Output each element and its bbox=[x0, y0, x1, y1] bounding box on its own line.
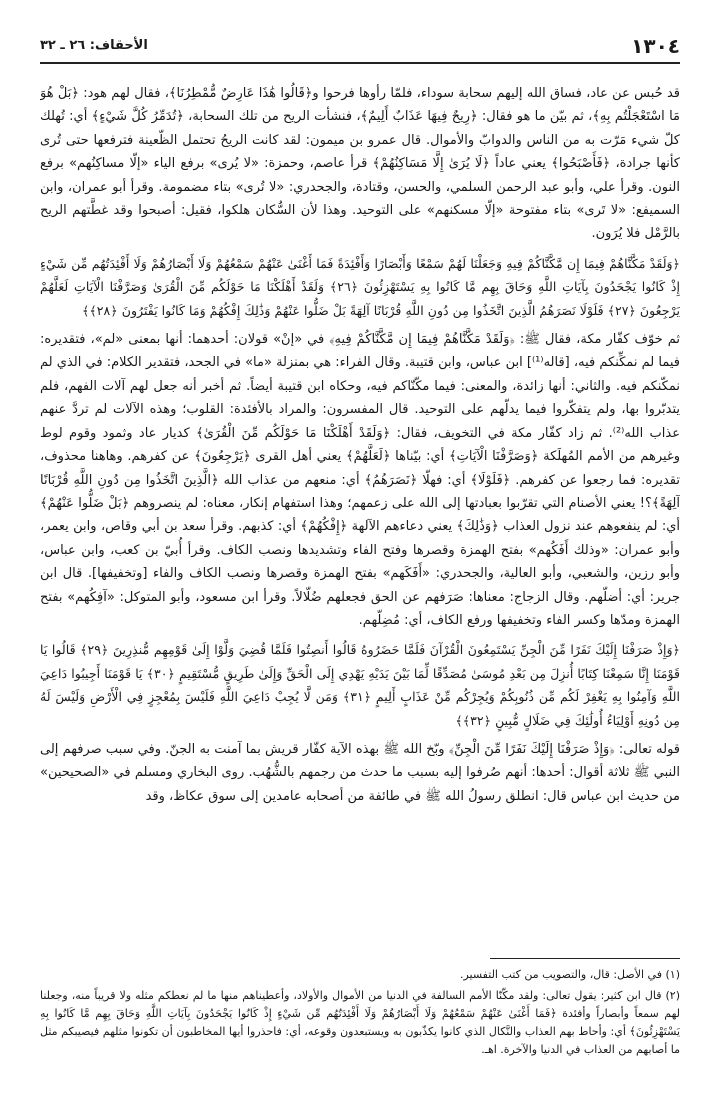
book-page bbox=[40, 0, 680, 1107]
page-number: ١٣٠٤ bbox=[631, 34, 680, 58]
quran-verse-block: ﴿وَلَقَدْ مَكَّنَّاهُمْ فِيمَا إِن مَّكَّنَّاكُمْ فِيهِ وَجَعَلْنَا لَهُمْ سَمْعًا وَأَبْصَارًا وَأَفْئِدَةً فَمَا أَغْنَىٰ عَنْهُمْ سَمْعُهُمْ وَلَا أَبْصَارُهُمْ وَلَا أَفْئِدَتُهُم مِّن شَيْءٍ إِذْ كَانُوا يَجْحَدُونَ بِآيَاتِ اللَّهِ وَحَاقَ بِهِم مَّا كَانُوا بِهِ يَسْتَهْزِئُونَ ﴿٢٦﴾ وَلَقَدْ أَهْلَكْنَا مَا حَوْلَكُم مِّنَ الْقُرَىٰ وَصَرَّفْنَا الْآيَاتِ لَعَلَّهُمْ يَرْجِعُونَ ﴿٢٧﴾ فَلَوْلَا نَصَرَهُمُ الَّذِينَ اتَّخَذُوا مِن دُونِ اللَّهِ قُرْبَانًا آلِهَةً بَلْ ضَلُّوا عَنْهُمْ وَذَٰلِكَ إِفْكُهُمْ وَمَا كَانُوا يَفْتَرُونَ ﴿٢٨﴾﴾ bbox=[40, 255, 680, 318]
body-text bbox=[40, 82, 680, 952]
footnote: (٢) قال ابن كثير: يقول تعالى: ولقد مكّنّا الأمم السالفة في الدنيا من الأموال والأولاد، وأعطيناهم منها ما لم نعطكم مثله ولا قريباً منه، وجعلنا لهم سمعاً وأبصاراً وأفئدة ﴿فَمَا أَغْنَىٰ عَنْهُمْ سَمْعُهُمْ وَلَا أَبْصَارُهُمْ وَلَا أَفْئِدَتُهُم مِّن شَيْءٍ إِذْ كَانُوا يَجْحَدُونَ بِآيَاتِ اللَّهِ وَحَاقَ بِهِم مَّا كَانُوا بِهِ يَسْتَهْزِئُونَ﴾ أي: وأحاط بهم العذاب والنَّكال الذي كانوا يكذّبون به ويستبعدون وقوعه، أي: فاحذروا أيها المخاطبون أن تكونوا مثلهم فيصيبكم مثل ما أصابهم من العذاب في الدنيا والآخرة. اهـ. bbox=[40, 989, 680, 1056]
quran-verse-block: ﴿وَإِذْ صَرَفْنَا إِلَيْكَ نَفَرًا مِّنَ الْجِنِّ يَسْتَمِعُونَ الْقُرْآنَ فَلَمَّا حَضَرُوهُ قَالُوا أَنصِتُوا فَلَمَّا قُضِيَ وَلَّوْا إِلَىٰ قَوْمِهِم مُّنذِرِينَ ﴿٢٩﴾ قَالُوا يَا قَوْمَنَا إِنَّا سَمِعْنَا كِتَابًا أُنزِلَ مِن بَعْدِ مُوسَىٰ مُصَدِّقًا لِّمَا بَيْنَ يَدَيْهِ يَهْدِي إِلَى الْحَقِّ وَإِلَىٰ طَرِيقٍ مُّسْتَقِيمٍ ﴿٣٠﴾ يَا قَوْمَنَا أَجِيبُوا دَاعِيَ اللَّهِ وَآمِنُوا بِهِ يَغْفِرْ لَكُم مِّن ذُنُوبِكُمْ وَيُجِرْكُم مِّنْ عَذَابٍ أَلِيمٍ ﴿٣١﴾ وَمَن لَّا يُجِبْ دَاعِيَ اللَّهِ فَلَيْسَ بِمُعْجِزٍ فِي الْأَرْضِ وَلَيْسَ لَهُ مِن دُونِهِ أَوْلِيَاءُ أُولَٰئِكَ فِي ضَلَالٍ مُّبِينٍ ﴿٣٢﴾﴾ bbox=[40, 642, 680, 728]
footnotes bbox=[40, 966, 680, 1062]
paragraph: ثم خوّف كفّار مكة، فقال ﷺ: ﴿وَلَقَدْ مَكَّنَّاهُمْ فِيمَا إِن مَّكَّنَّاكُمْ فِيهِ﴾ في «إنْ» قولان: أحدهما: أنها بمعنى «لم»، فتقديره: فيما لم نمكِّنكم فيه، [قاله⁽¹⁾] ابن عباس، وابن قتيبة. وقال الفراء: هي بمنزلة «ما» في الجحد، فتقدير الكلام: في الذي لم نمكّنكم فيه. والثاني: أنها زائدة، والمعنى: فيما مكّنّاكم فيه، وحكاه ابن قتيبة أيضاً. ثم أخبر أنه جعل لهم آلات الفهم، فلم يتدبّروا بها، ولم يتفكّروا فيما يدلّهم على التوحيد. قال المفسرون: والمراد بالأفئدة: القلوب؛ وهذه الآلات لم تردَّ عنهم عذاب الله⁽²⁾. ثم زاد كفّار مكة في التخويف، فقال: ﴿وَلَقَدْ أَهْلَكْنَا مَا حَوْلَكُم مِّنَ الْقُرَىٰ﴾ كديار عاد وثمود وقوم لوط وغيرهم من الأمم المُهلَكة ﴿وَصَرَّفْنَا الْآيَاتِ﴾ أي: بيّناها ﴿لَعَلَّهُمْ﴾ يعني أهل القرى ﴿يَرْجِعُونَ﴾ عن كفرهم. وهاهنا محذوف، تقديره: فما رجعوا عن كفرهم. ﴿فَلَوْلَا﴾ أي: فهلّا ﴿نَصَرَهُمُ﴾ أي: منعهم من عذاب الله ﴿الَّذِينَ اتَّخَذُوا مِن دُونِ اللَّهِ قُرْبَانًا آلِهَةً﴾؟! يعني الأصنام التي تقرّبوا بعبادتها إلى الله على زعمهم؛ وهذا استفهام إنكار، معناه: لم ينصروهم ﴿بَلْ ضَلُّوا عَنْهُمْ﴾ أي: لم ينفعوهم عند نزول العذاب ﴿وَذَٰلِكَ﴾ يعني دعاءهم الآلهة ﴿إِفْكُهُمْ﴾ أي: كذبهم. وقرأ سعد بن أبي وقاص، وابن يعمر، وأبو عمران: «وذلك أَفَكُهم» بفتح الهمزة وقصرها وفتح الفاء وتشديدها ونصب الكاف. وقرأ أُبيّ بن كعب، وابن عباس، وأبو رزين، والشعبي، وأبو العالية، والجحدري: «أَفَكَهم» بفتح الهمزة وقصرها ونصب الكاف والفاء [وتخفيفها]. قال ابن جرير: أي: أضلّهم. وقال الزجاج: معناها: صَرَفهم عن الحق فجعلهم ضُلّالاً. وقرأ ابن مسعود، وأبو المتوكل: «آفِكُهم» بفتح الهمزة ومدّها وكسر الفاء وتخفيفها ورفع الكاف، أي: مُضِلّهم. bbox=[40, 332, 680, 628]
running-title: الأحقاف: ٢٦ ـ ٣٢ bbox=[40, 38, 148, 53]
paragraph: قوله تعالى: ﴿وَإِذْ صَرَفْنَا إِلَيْكَ نَفَرًا مِّنَ الْجِنِّ﴾ وبّخ الله ﷺ بهذه الآية كفّار قريش بما آمنت به الجنّ. وفي سبب صرفهم إلى النبي ﷺ ثلاثة أقوال: أحدها: أنهم صُرفوا إليه بسبب ما حدث من رجمهم بالشُّهُب. روى البخاري ومسلم في «الصحيحين» من حديث ابن عباس قال: انطلق رسولُ الله ﷺ في طائفة من أصحابه عامدين إلى سوق عكاظ، وقد bbox=[40, 741, 680, 804]
page-header bbox=[40, 32, 680, 64]
footnote-separator bbox=[490, 958, 680, 959]
paragraph: قد حُبس عن عاد، فساق الله إليهم سحابة سوداء، فلمّا رأوها فرحوا و﴿قَالُوا هَٰذَا عَارِضٌ مُّمْطِرُنَا﴾، فقال لهم هود: ﴿بَلْ هُوَ مَا اسْتَعْجَلْتُم بِهِ﴾، ثم بيّن ما هو فقال: ﴿رِيحٌ فِيهَا عَذَابٌ أَلِيمٌ﴾، فنشأت الريح من تلك السحابة، ﴿تُدَمِّرُ كُلَّ شَيْءٍ﴾ أي: تُهلك كلّ شيء مَرّت به من الناس والدوابّ والأموال. قال عمرو بن ميمون: لقد كانت الريحُ تحتمل الظّعينة فترفعها حتى تُرى كأنها جرادة، ﴿فَأَصْبَحُوا﴾ يعني عاداً ﴿لَا يُرَىٰ إِلَّا مَسَاكِنُهُمْ﴾ قرأ عاصم، وحمزة: «لا يُرى» برفع الياء «إلّا مساكِنُهم» برفع النون. وقرأ علي، وأبو عبد الرحمن السلمي، والحسن، وقتادة، والجحدري: «لا تُرى» بتاء مضمومة. وقرأ أبو عمران، وابن السميفع: «لا تَرى» بتاء مفتوحة «إلّا مسكنهم» على التوحيد. وهذا لأن السُّكان هلكوا، فقيل: أصبحوا وقد غطَّتهم الريح بالرَّمْل فلا يُرَون. bbox=[40, 86, 680, 242]
footnote: (١) في الأصل: قال، والتصويب من كتب التفسير. bbox=[459, 968, 680, 981]
